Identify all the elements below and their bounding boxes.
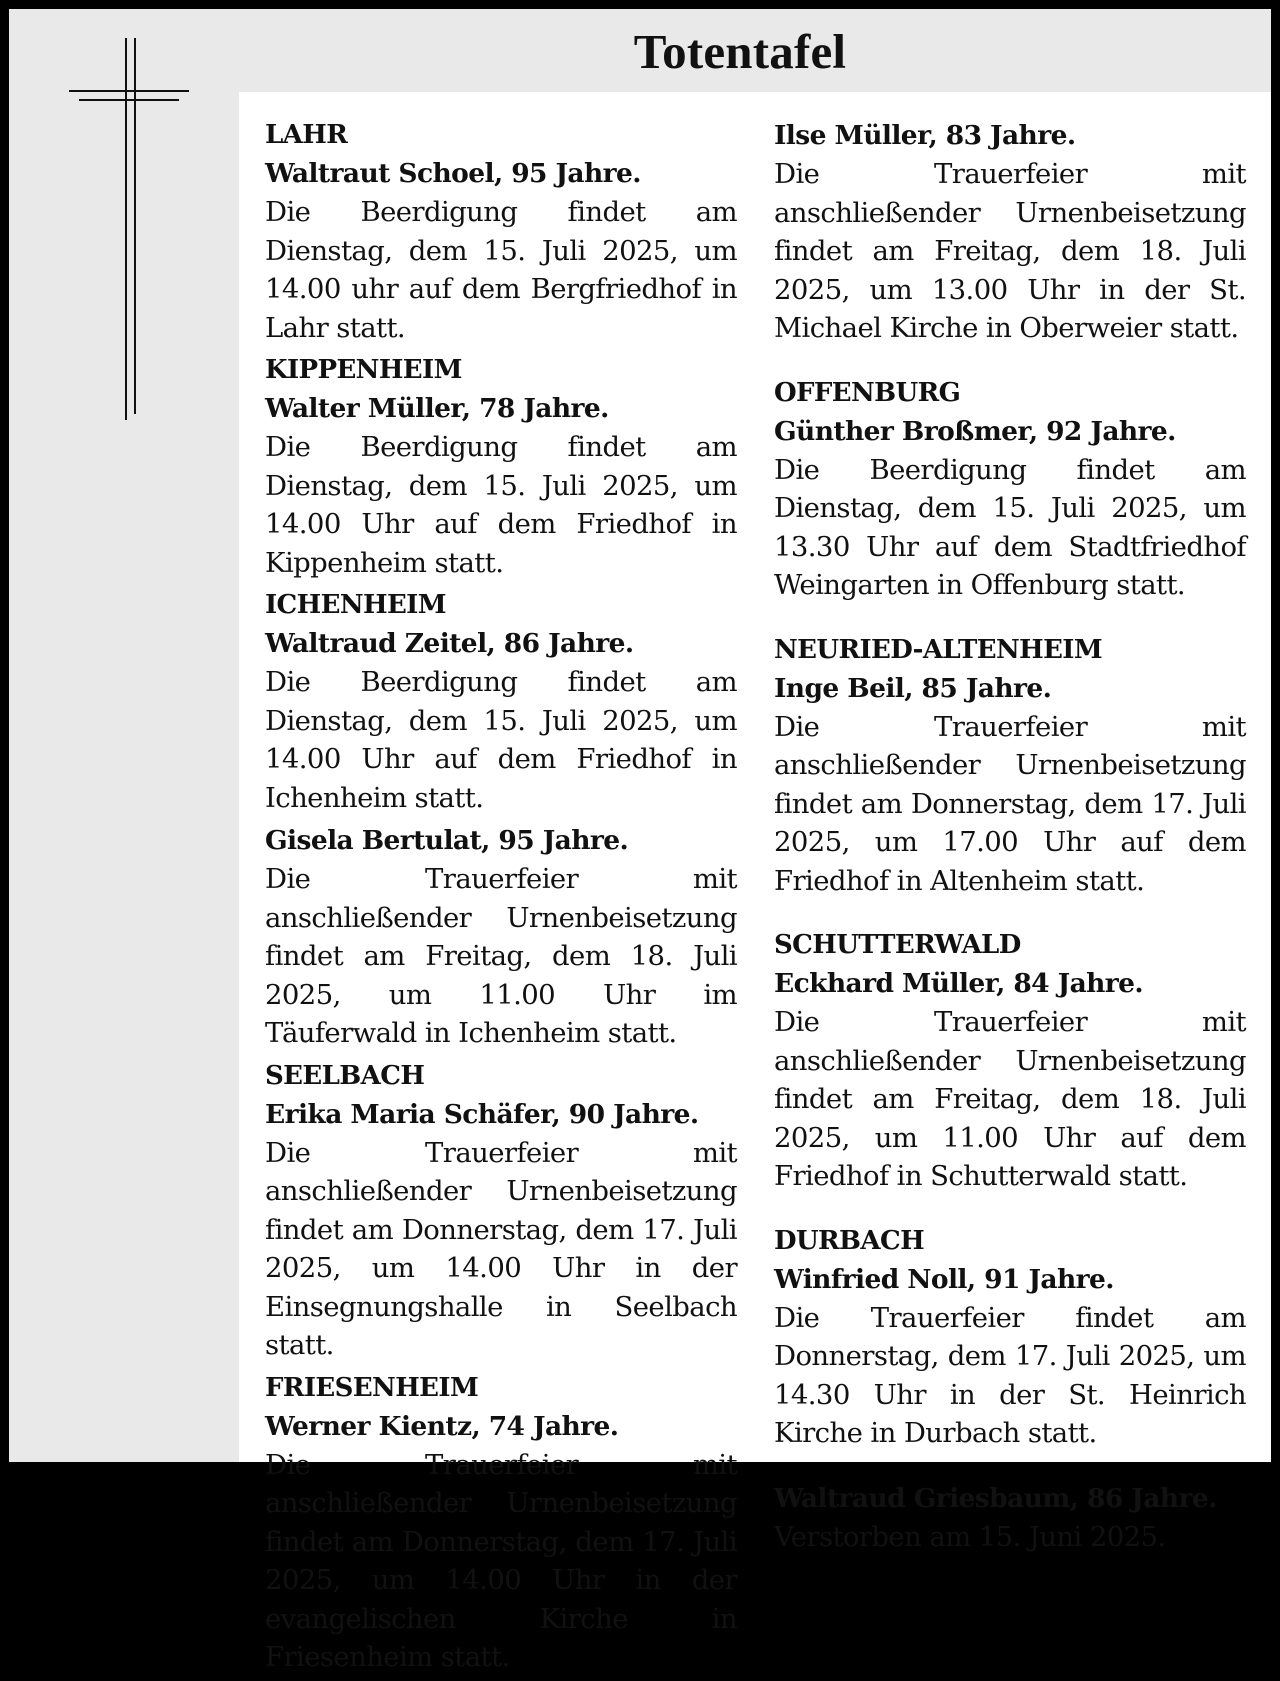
cross-icon: [67, 34, 192, 434]
deceased-name: Inge Beil, 85 Jahre.: [774, 672, 1052, 704]
right-column: [774, 116, 1246, 1560]
deceased-name: Gisela Bertulat, 95 Jahre.: [265, 825, 629, 856]
deceased-name: Günther Broßmer, 92 Jahre.: [774, 415, 1176, 447]
deceased-name: Werner Kientz, 74 Jahre.: [265, 1410, 619, 1442]
town-heading: FRIESENHEIM: [265, 1372, 479, 1403]
obituary-entry: [774, 1479, 1246, 1557]
deceased-name: Waltraud Zeitel, 86 Jahre.: [265, 628, 634, 659]
obituary-entry: [774, 631, 1246, 901]
obituary-entry: [265, 116, 737, 347]
obituary-text: Die Beerdigung findet am Dienstag, dem 15. Juli 2025, um 13.30 Uhr auf dem Stadtfriedhof Weingarten in Offenburg statt.: [774, 453, 1246, 601]
obituary-entry: [774, 1222, 1246, 1453]
obituary-text: Die Trauerfeier mit anschließender Urnenbeisetzung findet am Freitag, dem 18. Juli 2025, um 11.00 Uhr im Täuferwald in Ichenheim statt.: [265, 863, 737, 1049]
deceased-name: Ilse Müller, 83 Jahre.: [774, 120, 1076, 151]
obituary-text: Die Trauerfeier mit anschließender Urnenbeisetzung findet am Donnerstag, dem 17. Juli 2025, um 17.00 Uhr auf dem Friedhof in Altenheim statt.: [774, 710, 1246, 897]
obituary-text: Die Trauerfeier mit anschließender Urnenbeisetzung findet am Donnerstag, dem 17. Juli 2025, um 14.00 Uhr in der Einsegnungshalle in Seelbach statt.: [265, 1136, 737, 1361]
obituary-text: Die Trauerfeier mit anschließender Urnenbeisetzung findet am Donnerstag, dem 17. Juli 2025, um 14.00 Uhr in der evangelischen Kirche in Friesenheim statt.: [265, 1448, 737, 1673]
left-column: [265, 116, 737, 1681]
obituary-entry: [774, 374, 1246, 605]
deceased-name: Walter Müller, 78 Jahre.: [265, 393, 609, 424]
obituary-text: Die Trauerfeier findet am Donnerstag, dem 17. Juli 2025, um 14.30 Uhr in der St. Heinrich Kirche in Durbach statt.: [774, 1301, 1246, 1449]
town-heading: NEURIED-ALTENHEIM: [774, 634, 1103, 665]
obituary-text: Verstorben am 15. Juni 2025.: [774, 1520, 1166, 1553]
obituary-text: Die Trauerfeier mit anschließender Urnenbeisetzung findet am Freitag, dem 18. Juli 2025, um 11.00 Uhr auf dem Friedhof in Schutterwald statt.: [774, 1006, 1246, 1192]
obituary-frame: [9, 9, 1271, 1673]
obituary-entry: [265, 1057, 737, 1365]
obituary-entry: [265, 351, 737, 582]
obituary-text: Die Beerdigung findet am Dienstag, dem 15. Juli 2025, um 14.00 Uhr auf dem Friedhof in Kippenheim statt.: [265, 431, 737, 579]
town-heading: LAHR: [265, 120, 348, 150]
deceased-name: Waltraud Griesbaum, 86 Jahre.: [774, 1482, 1217, 1514]
obituary-entry: [774, 116, 1246, 348]
obituary-list: [239, 92, 1271, 1673]
deceased-name: Waltraut Schoel, 95 Jahre.: [265, 158, 641, 189]
town-heading: SCHUTTERWALD: [774, 930, 1021, 960]
obituary-entry: [265, 586, 737, 817]
page-title: Totentafel: [633, 24, 847, 79]
deceased-name: Eckhard Müller, 84 Jahre.: [774, 968, 1144, 999]
town-heading: ICHENHEIM: [265, 590, 446, 620]
obituary-entry: [265, 1369, 737, 1677]
obituary-entry: [265, 821, 737, 1053]
town-heading: DURBACH: [774, 1225, 925, 1256]
obituary-text: Die Beerdigung findet am Dienstag, dem 15. Juli 2025, um 14.00 Uhr auf dem Friedhof in Ichenheim statt.: [265, 666, 737, 814]
deceased-name: Winfried Noll, 91 Jahre.: [774, 1263, 1114, 1295]
town-heading: SEELBACH: [265, 1060, 425, 1091]
obituary-text: Die Beerdigung findet am Dienstag, dem 15. Juli 2025, um 14.00 uhr auf dem Bergfriedhof in Lahr statt.: [265, 196, 737, 344]
obituary-text: Die Trauerfeier mit anschließender Urnenbeisetzung findet am Freitag, dem 18. Juli 2025, um 13.00 Uhr in der St. Michael Kirche in Oberweier statt.: [774, 158, 1246, 344]
town-heading: KIPPENHEIM: [265, 355, 462, 385]
town-heading: OFFENBURG: [774, 377, 961, 408]
obituary-entry: [774, 926, 1246, 1196]
deceased-name: Erika Maria Schäfer, 90 Jahre.: [265, 1098, 699, 1130]
